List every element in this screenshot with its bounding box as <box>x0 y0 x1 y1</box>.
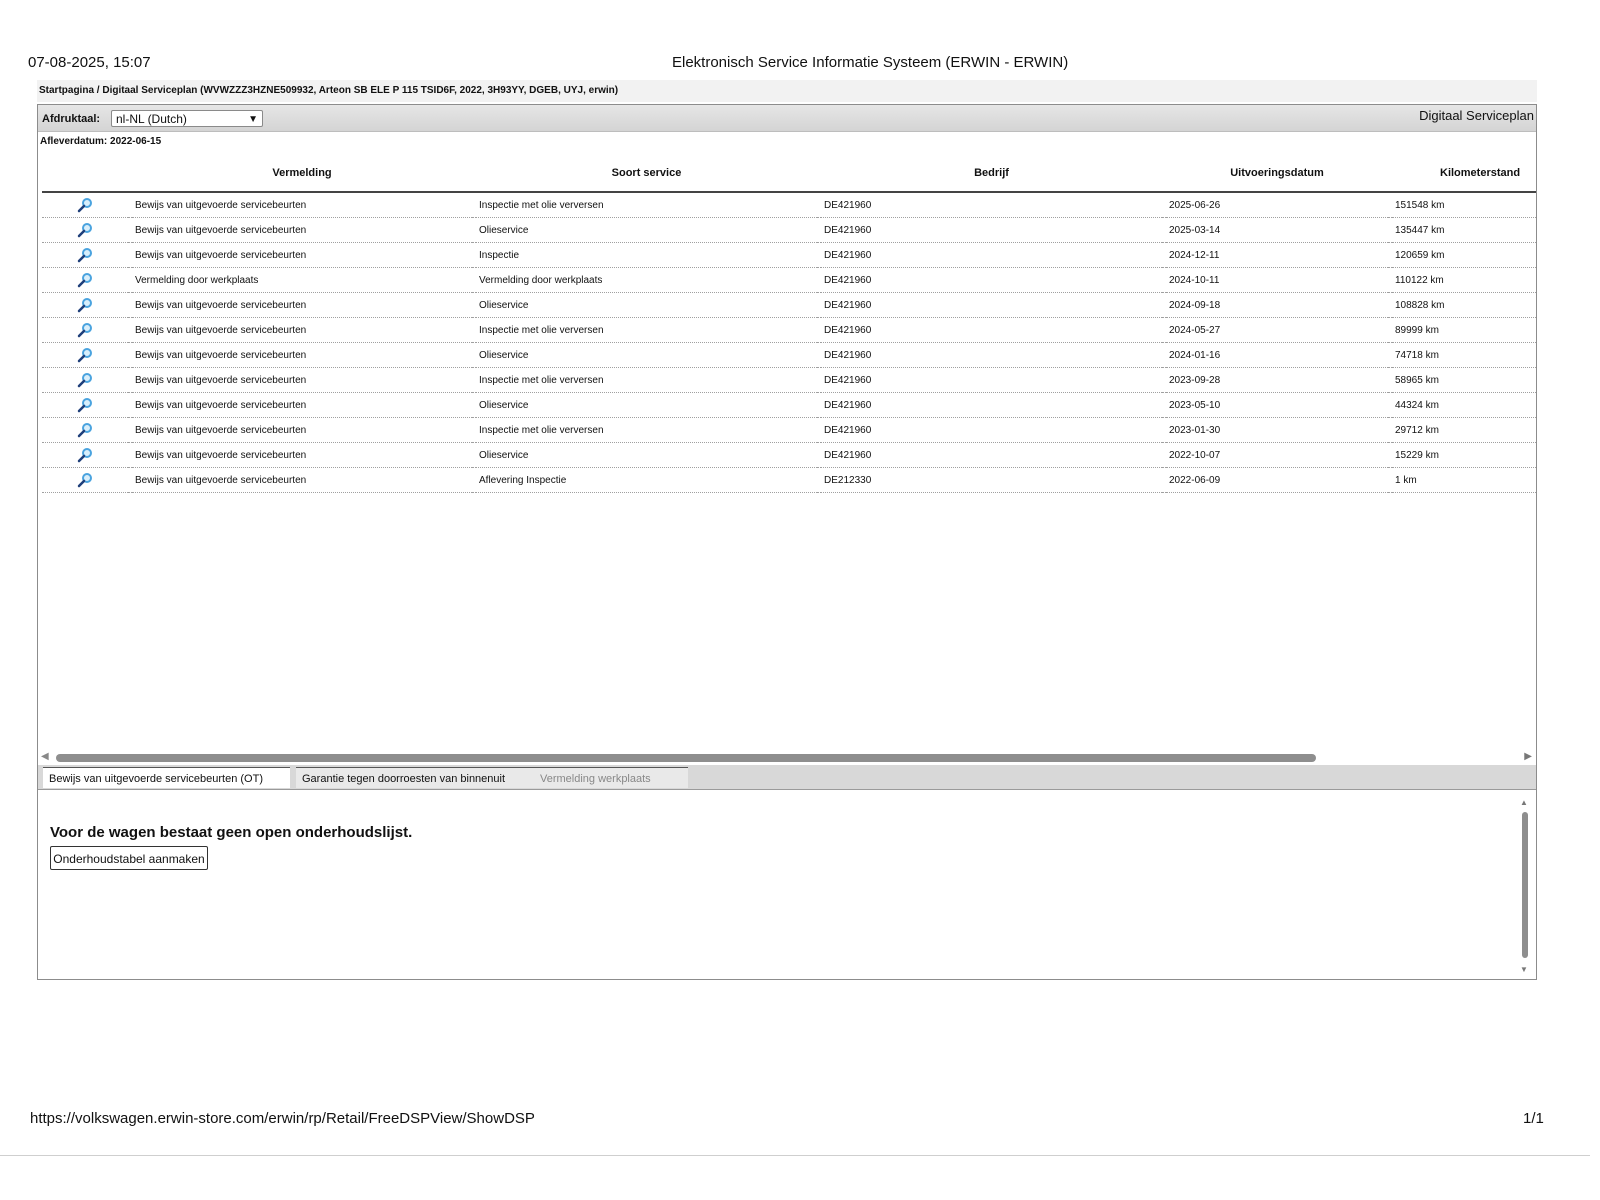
service-plan-panel <box>37 104 1537 980</box>
toolbar <box>38 105 1536 132</box>
cell-soort-service: Inspectie <box>476 243 817 268</box>
cell-bedrijf: DE212330 <box>821 468 1162 493</box>
cell-uitvoeringsdatum: 2022-06-09 <box>1166 468 1388 493</box>
scroll-up-icon[interactable]: ▲ <box>1520 798 1528 807</box>
cell-soort-service: Inspectie met olie verversen <box>476 368 817 393</box>
cell-bedrijf: DE421960 <box>821 318 1162 343</box>
view-entry-button[interactable] <box>42 443 128 468</box>
table-row[interactable] <box>42 192 1536 218</box>
cell-vermelding: Vermelding door werkplaats <box>132 268 472 293</box>
delivery-date: Afleverdatum: 2022-06-15 <box>40 136 162 147</box>
cell-bedrijf: DE421960 <box>821 418 1162 443</box>
cell-bedrijf: DE421960 <box>821 443 1162 468</box>
footer-url: https://volkswagen.erwin-store.com/erwin/rp/Retail/FreeDSPView/ShowDSP <box>30 1110 535 1127</box>
magnifier-icon <box>77 422 93 438</box>
table-row[interactable] <box>42 218 1536 243</box>
cell-bedrijf: DE421960 <box>821 218 1162 243</box>
cell-uitvoeringsdatum: 2025-03-14 <box>1166 218 1388 243</box>
cell-soort-service: Olieservice <box>476 343 817 368</box>
service-table <box>42 155 1536 493</box>
magnifier-icon <box>77 297 93 313</box>
cell-vermelding: Bewijs van uitgevoerde servicebeurten <box>132 393 472 418</box>
cell-kilometerstand: 89999 km <box>1392 318 1536 343</box>
cell-bedrijf: DE421960 <box>821 368 1162 393</box>
cell-soort-service: Olieservice <box>476 293 817 318</box>
header-bedrijf[interactable]: Bedrijf <box>821 155 1162 192</box>
cell-uitvoeringsdatum: 2024-09-18 <box>1166 293 1388 318</box>
cell-uitvoeringsdatum: 2023-01-30 <box>1166 418 1388 443</box>
header-vermelding[interactable]: Vermelding <box>132 155 472 192</box>
breadcrumb[interactable]: Startpagina / Digitaal Serviceplan (WVWZZZ3HZNE509932, Arteon SB ELE P 115 TSID6F, 2022, 3H93YY, DGEB, UYJ, erwin) <box>37 80 1537 102</box>
table-row[interactable] <box>42 343 1536 368</box>
no-maintenance-list-message: Voor de wagen bestaat geen open onderhoudslijst. <box>50 824 413 841</box>
bottom-divider <box>0 1155 1590 1156</box>
magnifier-icon <box>77 447 93 463</box>
cell-uitvoeringsdatum: 2022-10-07 <box>1166 443 1388 468</box>
cell-soort-service: Olieservice <box>476 218 817 243</box>
cell-soort-service: Inspectie met olie verversen <box>476 192 817 218</box>
magnifier-icon <box>77 472 93 488</box>
table-row[interactable] <box>42 243 1536 268</box>
scroll-left-icon[interactable]: ◀ <box>41 751 49 762</box>
cell-kilometerstand: 108828 km <box>1392 293 1536 318</box>
view-entry-button[interactable] <box>42 268 128 293</box>
header-uitvoeringsdatum[interactable]: Uitvoeringsdatum <box>1166 155 1388 192</box>
cell-vermelding: Bewijs van uitgevoerde servicebeurten <box>132 243 472 268</box>
tab-vermelding-werkplaats[interactable]: Vermelding werkplaats <box>534 767 688 788</box>
cell-vermelding: Bewijs van uitgevoerde servicebeurten <box>132 418 472 443</box>
cell-bedrijf: DE421960 <box>821 268 1162 293</box>
cell-vermelding: Bewijs van uitgevoerde servicebeurten <box>132 293 472 318</box>
language-label: Afdruktaal: <box>42 113 101 125</box>
tab-garantie-doorroesten[interactable]: Garantie tegen doorroesten van binnenuit <box>296 767 536 788</box>
cell-kilometerstand: 151548 km <box>1392 192 1536 218</box>
cell-kilometerstand: 1 km <box>1392 468 1536 493</box>
print-datetime: 07-08-2025, 15:07 <box>28 54 151 71</box>
cell-vermelding: Bewijs van uitgevoerde servicebeurten <box>132 468 472 493</box>
vertical-scrollbar[interactable] <box>1520 798 1530 974</box>
cell-kilometerstand: 120659 km <box>1392 243 1536 268</box>
cell-vermelding: Bewijs van uitgevoerde servicebeurten <box>132 192 472 218</box>
cell-bedrijf: DE421960 <box>821 293 1162 318</box>
vertical-scroll-thumb[interactable] <box>1522 812 1528 958</box>
header-icon-column <box>42 155 128 192</box>
language-select[interactable] <box>111 110 263 127</box>
cell-vermelding: Bewijs van uitgevoerde servicebeurten <box>132 343 472 368</box>
view-entry-button[interactable] <box>42 393 128 418</box>
view-entry-button[interactable] <box>42 468 128 493</box>
cell-vermelding: Bewijs van uitgevoerde servicebeurten <box>132 218 472 243</box>
language-select-value: nl-NL (Dutch) <box>116 112 187 126</box>
scroll-right-icon[interactable]: ▶ <box>1524 751 1532 762</box>
tab-strip <box>38 765 1536 790</box>
cell-uitvoeringsdatum: 2024-10-11 <box>1166 268 1388 293</box>
tab-servicebeurten[interactable]: Bewijs van uitgevoerde servicebeurten (OT) <box>43 767 290 788</box>
magnifier-icon <box>77 397 93 413</box>
cell-bedrijf: DE421960 <box>821 343 1162 368</box>
magnifier-icon <box>77 372 93 388</box>
horizontal-scroll-thumb[interactable] <box>56 754 1316 762</box>
cell-kilometerstand: 29712 km <box>1392 418 1536 443</box>
horizontal-scrollbar[interactable] <box>38 751 1536 765</box>
view-entry-button[interactable] <box>42 293 128 318</box>
table-row[interactable] <box>42 418 1536 443</box>
magnifier-icon <box>77 222 93 238</box>
view-entry-button[interactable] <box>42 418 128 443</box>
view-entry-button[interactable] <box>42 243 128 268</box>
cell-kilometerstand: 110122 km <box>1392 268 1536 293</box>
magnifier-icon <box>77 247 93 263</box>
view-entry-button[interactable] <box>42 368 128 393</box>
magnifier-icon <box>77 322 93 338</box>
panel-title: Digitaal Serviceplan <box>1419 108 1534 123</box>
header-kilometerstand[interactable]: Kilometerstand <box>1392 155 1536 192</box>
cell-bedrijf: DE421960 <box>821 393 1162 418</box>
cell-vermelding: Bewijs van uitgevoerde servicebeurten <box>132 368 472 393</box>
table-row[interactable] <box>42 368 1536 393</box>
header-soort-service[interactable]: Soort service <box>476 155 817 192</box>
cell-vermelding: Bewijs van uitgevoerde servicebeurten <box>132 318 472 343</box>
view-entry-button[interactable] <box>42 318 128 343</box>
table-row[interactable] <box>42 318 1536 343</box>
magnifier-icon <box>77 347 93 363</box>
table-header-row <box>42 155 1536 192</box>
footer-page-number: 1/1 <box>1523 1110 1544 1127</box>
cell-kilometerstand: 74718 km <box>1392 343 1536 368</box>
view-entry-button[interactable] <box>42 192 128 218</box>
maintenance-panel <box>38 790 1536 979</box>
cell-uitvoeringsdatum: 2023-05-10 <box>1166 393 1388 418</box>
view-entry-button[interactable] <box>42 343 128 368</box>
cell-uitvoeringsdatum: 2024-05-27 <box>1166 318 1388 343</box>
service-table-viewport[interactable] <box>42 155 1536 609</box>
cell-kilometerstand: 15229 km <box>1392 443 1536 468</box>
table-row[interactable] <box>42 443 1536 468</box>
cell-soort-service: Inspectie met olie verversen <box>476 418 817 443</box>
chevron-down-icon: ▼ <box>248 114 258 125</box>
magnifier-icon <box>77 272 93 288</box>
view-entry-button[interactable] <box>42 218 128 243</box>
print-page-title: Elektronisch Service Informatie Systeem (ERWIN - ERWIN) <box>672 54 1069 71</box>
cell-uitvoeringsdatum: 2023-09-28 <box>1166 368 1388 393</box>
create-maintenance-table-button[interactable]: Onderhoudstabel aanmaken <box>50 846 208 870</box>
table-row[interactable] <box>42 468 1536 493</box>
table-row[interactable] <box>42 393 1536 418</box>
cell-uitvoeringsdatum: 2024-01-16 <box>1166 343 1388 368</box>
cell-soort-service: Vermelding door werkplaats <box>476 268 817 293</box>
table-row[interactable] <box>42 268 1536 293</box>
table-row[interactable] <box>42 293 1536 318</box>
cell-soort-service: Aflevering Inspectie <box>476 468 817 493</box>
cell-uitvoeringsdatum: 2024-12-11 <box>1166 243 1388 268</box>
cell-vermelding: Bewijs van uitgevoerde servicebeurten <box>132 443 472 468</box>
cell-uitvoeringsdatum: 2025-06-26 <box>1166 192 1388 218</box>
cell-kilometerstand: 135447 km <box>1392 218 1536 243</box>
cell-bedrijf: DE421960 <box>821 243 1162 268</box>
scroll-down-icon[interactable]: ▼ <box>1520 965 1528 974</box>
magnifier-icon <box>77 197 93 213</box>
cell-soort-service: Inspectie met olie verversen <box>476 318 817 343</box>
cell-kilometerstand: 44324 km <box>1392 393 1536 418</box>
cell-soort-service: Olieservice <box>476 393 817 418</box>
cell-soort-service: Olieservice <box>476 443 817 468</box>
cell-bedrijf: DE421960 <box>821 192 1162 218</box>
cell-kilometerstand: 58965 km <box>1392 368 1536 393</box>
